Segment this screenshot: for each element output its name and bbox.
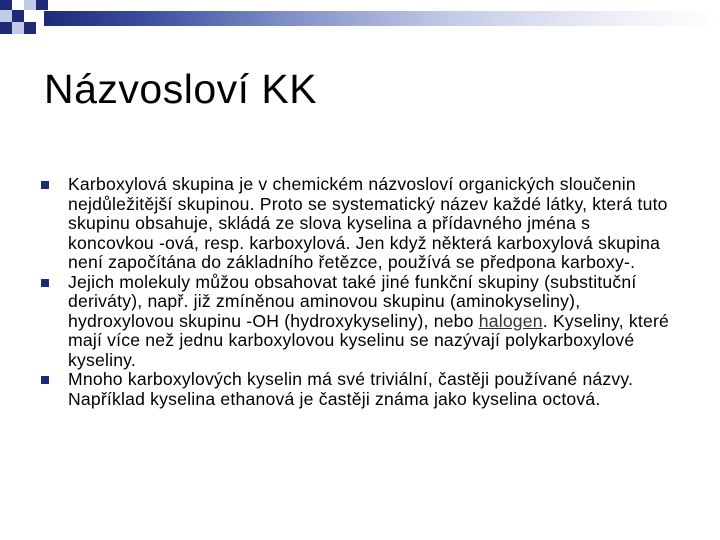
bullet-text-2-after: . Kyseliny, které mají více než jednu karboxylovou kyselinu se nazývají polykarboxylové kyseliny. [68, 310, 670, 370]
bullet-item-3 [68, 370, 680, 409]
halogen-link[interactable]: halogen [478, 310, 543, 331]
bullet-text-1: Karboxylová skupina je v chemickém názvosloví organických sloučenin nejdůležitější skupinou. Proto se systematický název každé látky, která tuto skupinu obsahuje, skládá ze slova kyselina a přídavného jména s koncovkou -ová, resp. karboxylová. Jen když některá karboxylová skupina není započítána do základního řetězce, používá se předpona karboxy-. [68, 174, 668, 272]
bullet-text-2-before: Jejich molekuly můžou obsahovat také jiné funkční skupiny (substituční deriváty), např. již zmíněnou aminovou skupinu (aminokyseliny), hydroxylovou skupinu -OH (hydroxykyseliny), nebo [68, 271, 637, 331]
bullet-item-1 [68, 175, 680, 273]
bullet-text-3: Mnoho karboxylových kyselin má své triviální, častěji používané názvy. Například kyselina ethanová je častěji známa jako kyselina octová. [68, 369, 634, 409]
bullet-list [68, 175, 680, 409]
bullet-item-2 [68, 273, 680, 371]
bullet-square-icon [41, 279, 49, 287]
decorative-header [0, 0, 720, 40]
bullet-square-icon [41, 181, 49, 189]
header-gradient-stripe [44, 11, 720, 26]
bullet-square-icon [41, 376, 49, 384]
slide-title: Názvosloví KK [44, 66, 318, 112]
